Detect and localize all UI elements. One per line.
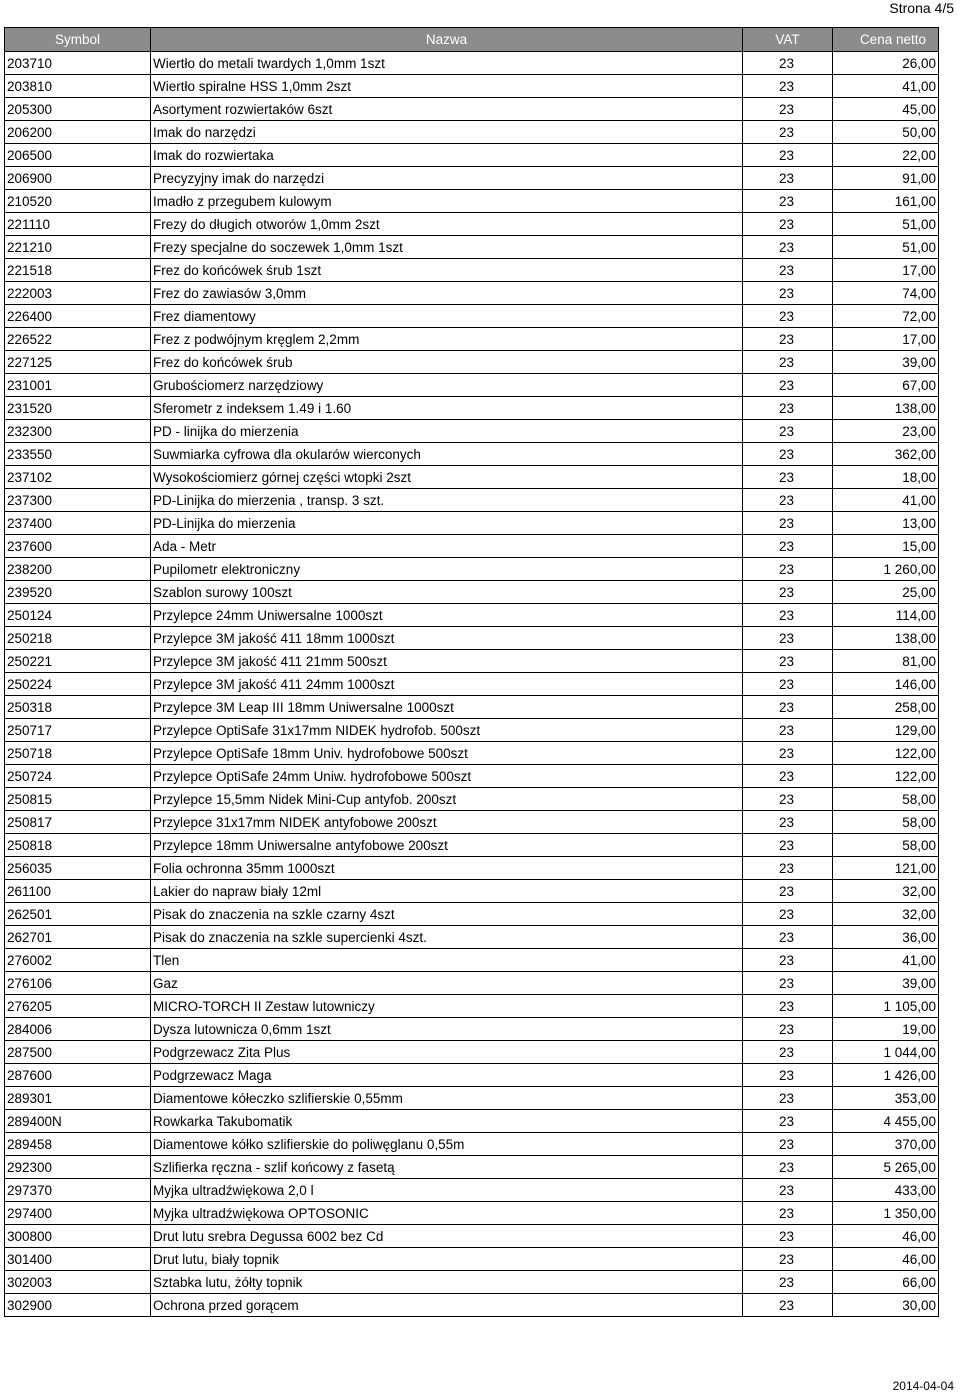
cell-symbol: 205300 <box>5 98 151 121</box>
table-row <box>5 650 939 673</box>
cell-net-price: 41,00 <box>833 489 939 512</box>
cell-symbol: 302900 <box>5 1294 151 1317</box>
cell-symbol: 221110 <box>5 213 151 236</box>
cell-net-price: 30,00 <box>833 1294 939 1317</box>
table-row <box>5 351 939 374</box>
cell-vat: 23 <box>743 903 833 926</box>
cell-name: Suwmiarka cyfrowa dla okularów wierconych <box>151 443 743 466</box>
cell-name: Tlen <box>151 949 743 972</box>
cell-vat: 23 <box>743 834 833 857</box>
cell-vat: 23 <box>743 443 833 466</box>
cell-name: Przylepce 24mm Uniwersalne 1000szt <box>151 604 743 627</box>
cell-vat: 23 <box>743 719 833 742</box>
cell-net-price: 26,00 <box>833 52 939 75</box>
cell-symbol: 292300 <box>5 1156 151 1179</box>
cell-net-price: 13,00 <box>833 512 939 535</box>
cell-symbol: 250818 <box>5 834 151 857</box>
cell-vat: 23 <box>743 1202 833 1225</box>
cell-vat: 23 <box>743 604 833 627</box>
cell-vat: 23 <box>743 650 833 673</box>
cell-vat: 23 <box>743 489 833 512</box>
cell-name: Wiertło spiralne HSS 1,0mm 2szt <box>151 75 743 98</box>
cell-net-price: 36,00 <box>833 926 939 949</box>
cell-name: Imak do narzędzi <box>151 121 743 144</box>
cell-vat: 23 <box>743 1156 833 1179</box>
cell-symbol: 237102 <box>5 466 151 489</box>
cell-symbol: 284006 <box>5 1018 151 1041</box>
cell-vat: 23 <box>743 558 833 581</box>
cell-symbol: 250817 <box>5 811 151 834</box>
cell-net-price: 138,00 <box>833 397 939 420</box>
cell-net-price: 67,00 <box>833 374 939 397</box>
cell-net-price: 433,00 <box>833 1179 939 1202</box>
header-symbol: Symbol <box>5 28 151 52</box>
cell-vat: 23 <box>743 1064 833 1087</box>
table-row <box>5 1179 939 1202</box>
table-row <box>5 788 939 811</box>
table-row <box>5 213 939 236</box>
cell-vat: 23 <box>743 742 833 765</box>
cell-vat: 23 <box>743 374 833 397</box>
cell-net-price: 22,00 <box>833 144 939 167</box>
cell-net-price: 39,00 <box>833 972 939 995</box>
cell-name: Wysokościomierz górnej części wtopki 2szt <box>151 466 743 489</box>
cell-vat: 23 <box>743 1041 833 1064</box>
table-row <box>5 1202 939 1225</box>
cell-vat: 23 <box>743 213 833 236</box>
cell-net-price: 18,00 <box>833 466 939 489</box>
cell-net-price: 114,00 <box>833 604 939 627</box>
table-row <box>5 696 939 719</box>
table-row <box>5 581 939 604</box>
cell-name: Szablon surowy 100szt <box>151 581 743 604</box>
cell-symbol: 238200 <box>5 558 151 581</box>
table-row <box>5 558 939 581</box>
cell-vat: 23 <box>743 857 833 880</box>
cell-net-price: 1 260,00 <box>833 558 939 581</box>
cell-net-price: 51,00 <box>833 236 939 259</box>
cell-symbol: 300800 <box>5 1225 151 1248</box>
table-row <box>5 1087 939 1110</box>
cell-symbol: 287500 <box>5 1041 151 1064</box>
cell-vat: 23 <box>743 926 833 949</box>
cell-net-price: 362,00 <box>833 443 939 466</box>
cell-net-price: 353,00 <box>833 1087 939 1110</box>
cell-vat: 23 <box>743 627 833 650</box>
cell-name: Przylepce 3M jakość 411 24mm 1000szt <box>151 673 743 696</box>
cell-symbol: 250815 <box>5 788 151 811</box>
table-row <box>5 535 939 558</box>
cell-symbol: 222003 <box>5 282 151 305</box>
cell-net-price: 25,00 <box>833 581 939 604</box>
table-row <box>5 328 939 351</box>
cell-name: Podgrzewacz Zita Plus <box>151 1041 743 1064</box>
cell-net-price: 46,00 <box>833 1248 939 1271</box>
cell-symbol: 231520 <box>5 397 151 420</box>
cell-symbol: 289400N <box>5 1110 151 1133</box>
cell-vat: 23 <box>743 1110 833 1133</box>
cell-symbol: 206900 <box>5 167 151 190</box>
cell-net-price: 15,00 <box>833 535 939 558</box>
cell-vat: 23 <box>743 121 833 144</box>
table-row <box>5 1225 939 1248</box>
cell-name: Sferometr z indeksem 1.49 i 1.60 <box>151 397 743 420</box>
cell-symbol: 227125 <box>5 351 151 374</box>
cell-name: Szlifierka ręczna - szlif końcowy z fasetą <box>151 1156 743 1179</box>
cell-name: Frezy specjalne do soczewek 1,0mm 1szt <box>151 236 743 259</box>
cell-net-price: 72,00 <box>833 305 939 328</box>
table-row <box>5 420 939 443</box>
cell-net-price: 138,00 <box>833 627 939 650</box>
cell-symbol: 261100 <box>5 880 151 903</box>
cell-symbol: 226400 <box>5 305 151 328</box>
cell-name: Myjka ultradźwiękowa 2,0 l <box>151 1179 743 1202</box>
cell-vat: 23 <box>743 397 833 420</box>
cell-name: Frez z podwójnym kręglem 2,2mm <box>151 328 743 351</box>
cell-vat: 23 <box>743 351 833 374</box>
table-row <box>5 1248 939 1271</box>
cell-net-price: 41,00 <box>833 949 939 972</box>
cell-net-price: 58,00 <box>833 788 939 811</box>
table-row <box>5 673 939 696</box>
table-row <box>5 144 939 167</box>
cell-name: Przylepce 15,5mm Nidek Mini-Cup antyfob. 200szt <box>151 788 743 811</box>
cell-vat: 23 <box>743 1179 833 1202</box>
cell-name: Przylepce 3M jakość 411 18mm 1000szt <box>151 627 743 650</box>
cell-symbol: 289301 <box>5 1087 151 1110</box>
table-row <box>5 972 939 995</box>
table-row <box>5 903 939 926</box>
table-row <box>5 857 939 880</box>
table-row <box>5 742 939 765</box>
cell-vat: 23 <box>743 1133 833 1156</box>
cell-name: MICRO-TORCH II Zestaw lutowniczy <box>151 995 743 1018</box>
cell-name: Myjka ultradźwiękowa OPTOSONIC <box>151 1202 743 1225</box>
cell-name: Ochrona przed gorącem <box>151 1294 743 1317</box>
cell-net-price: 121,00 <box>833 857 939 880</box>
cell-symbol: 276106 <box>5 972 151 995</box>
cell-net-price: 17,00 <box>833 328 939 351</box>
cell-name: PD-Linijka do mierzenia , transp. 3 szt. <box>151 489 743 512</box>
cell-name: Lakier do napraw biały 12ml <box>151 880 743 903</box>
cell-vat: 23 <box>743 259 833 282</box>
cell-name: Frez do końcówek śrub <box>151 351 743 374</box>
cell-symbol: 297370 <box>5 1179 151 1202</box>
cell-name: Grubościomerz narzędziowy <box>151 374 743 397</box>
price-list-table <box>4 27 939 1317</box>
cell-vat: 23 <box>743 75 833 98</box>
cell-symbol: 221518 <box>5 259 151 282</box>
cell-name: Wiertło do metali twardych 1,0mm 1szt <box>151 52 743 75</box>
cell-symbol: 250724 <box>5 765 151 788</box>
cell-vat: 23 <box>743 328 833 351</box>
cell-name: Frezy do długich otworów 1,0mm 2szt <box>151 213 743 236</box>
page-number: Strona 4/5 <box>889 0 954 16</box>
cell-symbol: 297400 <box>5 1202 151 1225</box>
cell-name: Pupilometr elektroniczny <box>151 558 743 581</box>
cell-net-price: 81,00 <box>833 650 939 673</box>
cell-vat: 23 <box>743 282 833 305</box>
cell-net-price: 122,00 <box>833 765 939 788</box>
cell-symbol: 250218 <box>5 627 151 650</box>
table-row <box>5 397 939 420</box>
cell-vat: 23 <box>743 52 833 75</box>
cell-symbol: 203710 <box>5 52 151 75</box>
cell-vat: 23 <box>743 1294 833 1317</box>
cell-symbol: 221210 <box>5 236 151 259</box>
cell-name: Pisak do znaczenia na szkle czarny 4szt <box>151 903 743 926</box>
table-row <box>5 765 939 788</box>
cell-net-price: 4 455,00 <box>833 1110 939 1133</box>
cell-net-price: 91,00 <box>833 167 939 190</box>
cell-name: Rowkarka Takubomatik <box>151 1110 743 1133</box>
cell-name: Imak do rozwiertaka <box>151 144 743 167</box>
cell-net-price: 50,00 <box>833 121 939 144</box>
cell-symbol: 250718 <box>5 742 151 765</box>
cell-name: Frez do zawiasów 3,0mm <box>151 282 743 305</box>
table-row <box>5 949 939 972</box>
cell-symbol: 250221 <box>5 650 151 673</box>
cell-name: Ada - Metr <box>151 535 743 558</box>
cell-vat: 23 <box>743 1018 833 1041</box>
cell-symbol: 237400 <box>5 512 151 535</box>
cell-symbol: 301400 <box>5 1248 151 1271</box>
cell-symbol: 237300 <box>5 489 151 512</box>
cell-vat: 23 <box>743 236 833 259</box>
table-row <box>5 1294 939 1317</box>
cell-net-price: 51,00 <box>833 213 939 236</box>
cell-name: Gaz <box>151 972 743 995</box>
table-row <box>5 880 939 903</box>
cell-vat: 23 <box>743 811 833 834</box>
cell-vat: 23 <box>743 696 833 719</box>
cell-name: Imadło z przegubem kulowym <box>151 190 743 213</box>
cell-net-price: 5 265,00 <box>833 1156 939 1179</box>
cell-symbol: 250224 <box>5 673 151 696</box>
table-row <box>5 1041 939 1064</box>
cell-net-price: 129,00 <box>833 719 939 742</box>
cell-net-price: 370,00 <box>833 1133 939 1156</box>
cell-vat: 23 <box>743 144 833 167</box>
document-date: 2014-04-04 <box>892 1379 954 1393</box>
table-row <box>5 236 939 259</box>
cell-name: Dysza lutownicza 0,6mm 1szt <box>151 1018 743 1041</box>
cell-name: Podgrzewacz Maga <box>151 1064 743 1087</box>
table-row <box>5 1133 939 1156</box>
table-row <box>5 75 939 98</box>
cell-name: Asortyment rozwiertaków 6szt <box>151 98 743 121</box>
cell-net-price: 19,00 <box>833 1018 939 1041</box>
cell-name: Frez do końcówek śrub 1szt <box>151 259 743 282</box>
cell-net-price: 17,00 <box>833 259 939 282</box>
table-row <box>5 834 939 857</box>
header-net-price: Cena netto <box>833 28 939 52</box>
cell-symbol: 256035 <box>5 857 151 880</box>
table-row <box>5 259 939 282</box>
header-vat: VAT <box>743 28 833 52</box>
cell-name: Przylepce 3M jakość 411 21mm 500szt <box>151 650 743 673</box>
cell-vat: 23 <box>743 466 833 489</box>
cell-vat: 23 <box>743 1248 833 1271</box>
cell-name: Drut lutu srebra Degussa 6002 bez Cd <box>151 1225 743 1248</box>
cell-name: Przylepce OptiSafe 24mm Uniw. hydrofobowe 500szt <box>151 765 743 788</box>
cell-name: Folia ochronna 35mm 1000szt <box>151 857 743 880</box>
cell-symbol: 210520 <box>5 190 151 213</box>
cell-symbol: 276205 <box>5 995 151 1018</box>
cell-vat: 23 <box>743 1087 833 1110</box>
table-row <box>5 489 939 512</box>
cell-symbol: 289458 <box>5 1133 151 1156</box>
table-row <box>5 190 939 213</box>
table-row <box>5 374 939 397</box>
cell-symbol: 262701 <box>5 926 151 949</box>
cell-vat: 23 <box>743 880 833 903</box>
cell-net-price: 1 350,00 <box>833 1202 939 1225</box>
cell-symbol: 276002 <box>5 949 151 972</box>
cell-vat: 23 <box>743 765 833 788</box>
cell-name: Przylepce 31x17mm NIDEK antyfobowe 200szt <box>151 811 743 834</box>
cell-net-price: 1 105,00 <box>833 995 939 1018</box>
table-row <box>5 1156 939 1179</box>
cell-symbol: 206200 <box>5 121 151 144</box>
cell-name: PD - linijka do mierzenia <box>151 420 743 443</box>
cell-net-price: 258,00 <box>833 696 939 719</box>
cell-vat: 23 <box>743 167 833 190</box>
table-row <box>5 1271 939 1294</box>
cell-net-price: 32,00 <box>833 903 939 926</box>
cell-vat: 23 <box>743 1225 833 1248</box>
cell-net-price: 1 044,00 <box>833 1041 939 1064</box>
cell-vat: 23 <box>743 581 833 604</box>
table-row <box>5 995 939 1018</box>
table-row <box>5 719 939 742</box>
cell-net-price: 41,00 <box>833 75 939 98</box>
cell-vat: 23 <box>743 1271 833 1294</box>
cell-symbol: 302003 <box>5 1271 151 1294</box>
cell-symbol: 250318 <box>5 696 151 719</box>
cell-symbol: 287600 <box>5 1064 151 1087</box>
cell-symbol: 237600 <box>5 535 151 558</box>
cell-net-price: 146,00 <box>833 673 939 696</box>
cell-vat: 23 <box>743 305 833 328</box>
cell-net-price: 39,00 <box>833 351 939 374</box>
cell-name: Frez diamentowy <box>151 305 743 328</box>
table-row <box>5 926 939 949</box>
cell-name: Pisak do znaczenia na szkle supercienki 4szt. <box>151 926 743 949</box>
cell-symbol: 226522 <box>5 328 151 351</box>
table-row <box>5 1018 939 1041</box>
cell-net-price: 45,00 <box>833 98 939 121</box>
table-row <box>5 604 939 627</box>
cell-name: Precyzyjny imak do narzędzi <box>151 167 743 190</box>
table-row <box>5 98 939 121</box>
table-row <box>5 627 939 650</box>
table-row <box>5 305 939 328</box>
cell-vat: 23 <box>743 949 833 972</box>
cell-symbol: 250717 <box>5 719 151 742</box>
cell-symbol: 232300 <box>5 420 151 443</box>
cell-symbol: 250124 <box>5 604 151 627</box>
cell-name: Przylepce 18mm Uniwersalne antyfobowe 200szt <box>151 834 743 857</box>
cell-vat: 23 <box>743 972 833 995</box>
table-row <box>5 811 939 834</box>
cell-vat: 23 <box>743 98 833 121</box>
table-row <box>5 1064 939 1087</box>
cell-symbol: 239520 <box>5 581 151 604</box>
cell-vat: 23 <box>743 512 833 535</box>
cell-net-price: 58,00 <box>833 811 939 834</box>
cell-net-price: 32,00 <box>833 880 939 903</box>
table-row <box>5 282 939 305</box>
table-row <box>5 1110 939 1133</box>
cell-net-price: 46,00 <box>833 1225 939 1248</box>
header-name: Nazwa <box>151 28 743 52</box>
cell-net-price: 58,00 <box>833 834 939 857</box>
cell-name: PD-Linijka do mierzenia <box>151 512 743 535</box>
cell-vat: 23 <box>743 420 833 443</box>
cell-vat: 23 <box>743 190 833 213</box>
table-row <box>5 443 939 466</box>
cell-symbol: 231001 <box>5 374 151 397</box>
cell-vat: 23 <box>743 788 833 811</box>
cell-name: Przylepce OptiSafe 18mm Univ. hydrofobowe 500szt <box>151 742 743 765</box>
cell-name: Sztabka lutu, żółty topnik <box>151 1271 743 1294</box>
cell-symbol: 203810 <box>5 75 151 98</box>
cell-vat: 23 <box>743 673 833 696</box>
cell-vat: 23 <box>743 535 833 558</box>
cell-name: Przylepce 3M Leap III 18mm Uniwersalne 1000szt <box>151 696 743 719</box>
cell-symbol: 262501 <box>5 903 151 926</box>
cell-net-price: 23,00 <box>833 420 939 443</box>
cell-net-price: 161,00 <box>833 190 939 213</box>
cell-name: Diamentowe kółeczko szlifierskie 0,55mm <box>151 1087 743 1110</box>
cell-net-price: 74,00 <box>833 282 939 305</box>
table-body <box>5 52 939 1317</box>
cell-vat: 23 <box>743 995 833 1018</box>
cell-net-price: 1 426,00 <box>833 1064 939 1087</box>
cell-net-price: 66,00 <box>833 1271 939 1294</box>
table-header-row <box>5 28 939 52</box>
table-row <box>5 167 939 190</box>
cell-name: Przylepce OptiSafe 31x17mm NIDEK hydrofob. 500szt <box>151 719 743 742</box>
cell-name: Diamentowe kółko szlifierskie do poliwęglanu 0,55m <box>151 1133 743 1156</box>
table-row <box>5 52 939 75</box>
table-row <box>5 466 939 489</box>
cell-name: Drut lutu, biały topnik <box>151 1248 743 1271</box>
cell-net-price: 122,00 <box>833 742 939 765</box>
cell-symbol: 206500 <box>5 144 151 167</box>
table-row <box>5 512 939 535</box>
table-row <box>5 121 939 144</box>
cell-symbol: 233550 <box>5 443 151 466</box>
